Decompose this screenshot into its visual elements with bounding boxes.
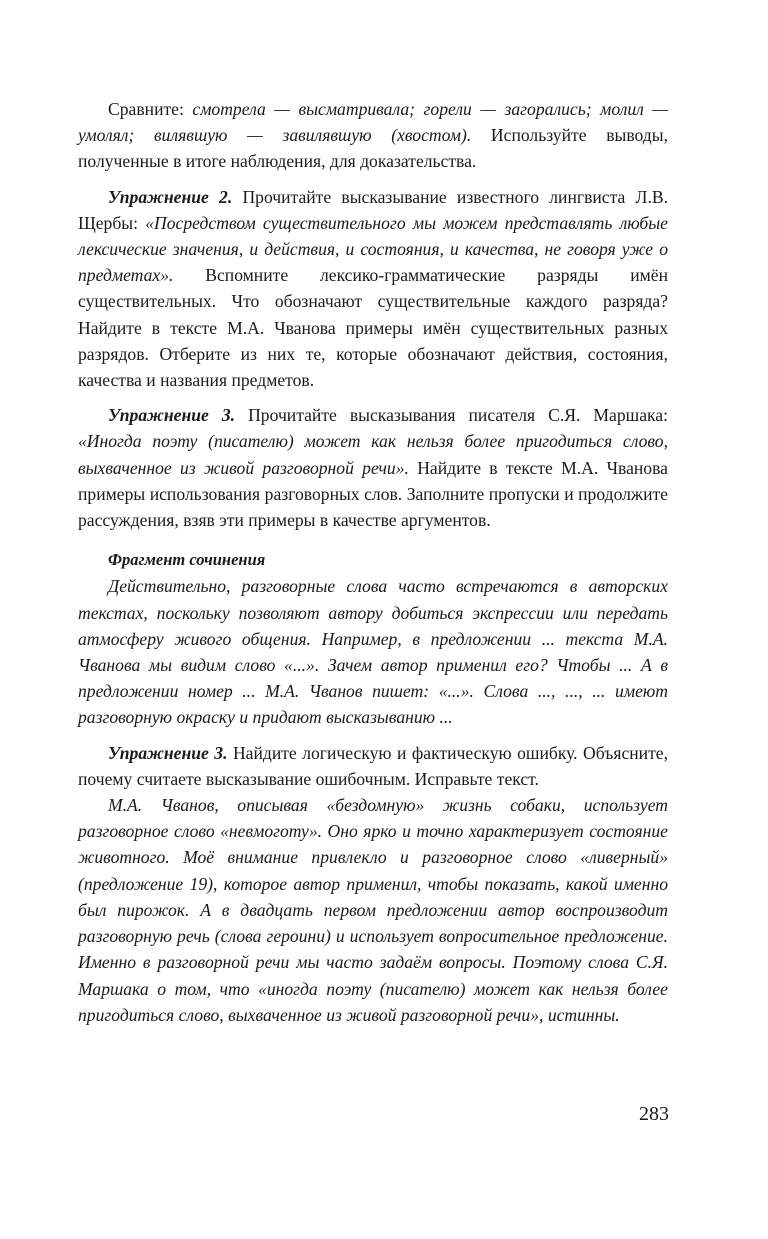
page-body [78, 96, 668, 1028]
compare-tail: Используйте выводы, полученные в итоге наблюдения, для доказательства. [78, 125, 668, 172]
exercise-3b [78, 740, 668, 792]
fragment-heading: Фрагмент сочинения [108, 550, 266, 570]
exercise-2 [78, 184, 668, 394]
exercise-3a-quote: «Иногда поэту (писателю) может как нельзя более пригодиться слово, выхваченное из живой разговорной речи». [78, 431, 668, 478]
exercise-3a-tail: Найдите в тексте М.А. Чванова примеры использования разговорных слов. Заполните пропуски и продолжите рассуждения, взяв эти примеры в качестве аргументов. [78, 457, 668, 531]
exercise-3a-label: Упражнение 3. [108, 405, 236, 426]
exercise-2-intro: Прочитайте высказывание известного лингвиста Л.В. Щербы: [78, 186, 668, 233]
compare-examples: смотрела — высматривала; горели — загорались; молил — умолял; вилявшую — завилявшую (хвостом). [78, 99, 668, 146]
fragment-text: Действительно, разговорные слова часто встречаются в авторских текстах, поскольку позволяют автору добиться экспрессии или передать атмосферу живого общения. Например, в предложении ... текста М.А. Чванова мы видим слово «...». Зачем автор применил его? Чтобы ... А в предложении номер ... М.А. Чванов пишет: «...». Слова ..., ..., ... имеют разговорную окраску и придают высказыванию ... [78, 576, 668, 728]
compare-lead: Сравните: [108, 99, 193, 119]
exercise-3b-label: Упражнение 3. [108, 742, 228, 763]
exercise-2-tail: Вспомните лексико-грамматические разряды имён существительных. Что обозначают существительные каждого разряда? Найдите в тексте М.А. Чванова примеры имён существительных разных разрядов. Отберите из них те, которые обозначают действия, состояния, качества и названия предметов. [78, 265, 668, 391]
exercise-3a [78, 402, 668, 533]
page-number: 283 [639, 1103, 669, 1125]
exercise-3b-text: М.А. Чванов, описывая «бездомную» жизнь собаки, использует разговорное слово «невмоготу». Оно ярко и точно характеризует состояние животного. Моё внимание привлекло и разговорное слово «ливерный» (предложение 19), которое автор применил, чтобы показать, какой именно был пирожок. А в двадцать первом предложении автор воспроизводит разговорную речь (слова героини) и использует вопросительное предложение. Именно в разговорной речи мы часто задаём вопросы. Поэтому слова С.Я. Маршака о том, что «иногда поэту (писателю) может как нельзя более пригодиться слово, выхваченное из живой разговорной речи», истинны. [78, 795, 668, 1025]
exercise-3a-intro: Прочитайте высказывания писателя С.Я. Маршака: [235, 405, 668, 426]
exercise-2-quote: «Посредством существительного мы можем представлять любые лексические значения, и действия, и состояния, и качества, не говоря уже о предметах». [78, 212, 668, 286]
exercise-2-label: Упражнение 2. [108, 186, 233, 207]
paragraph-compare [78, 96, 668, 175]
exercise-3b-tail: Найдите логическую и фактическую ошибку. Объясните, почему считаете высказывание ошибочным. Исправьте текст. [78, 742, 668, 789]
